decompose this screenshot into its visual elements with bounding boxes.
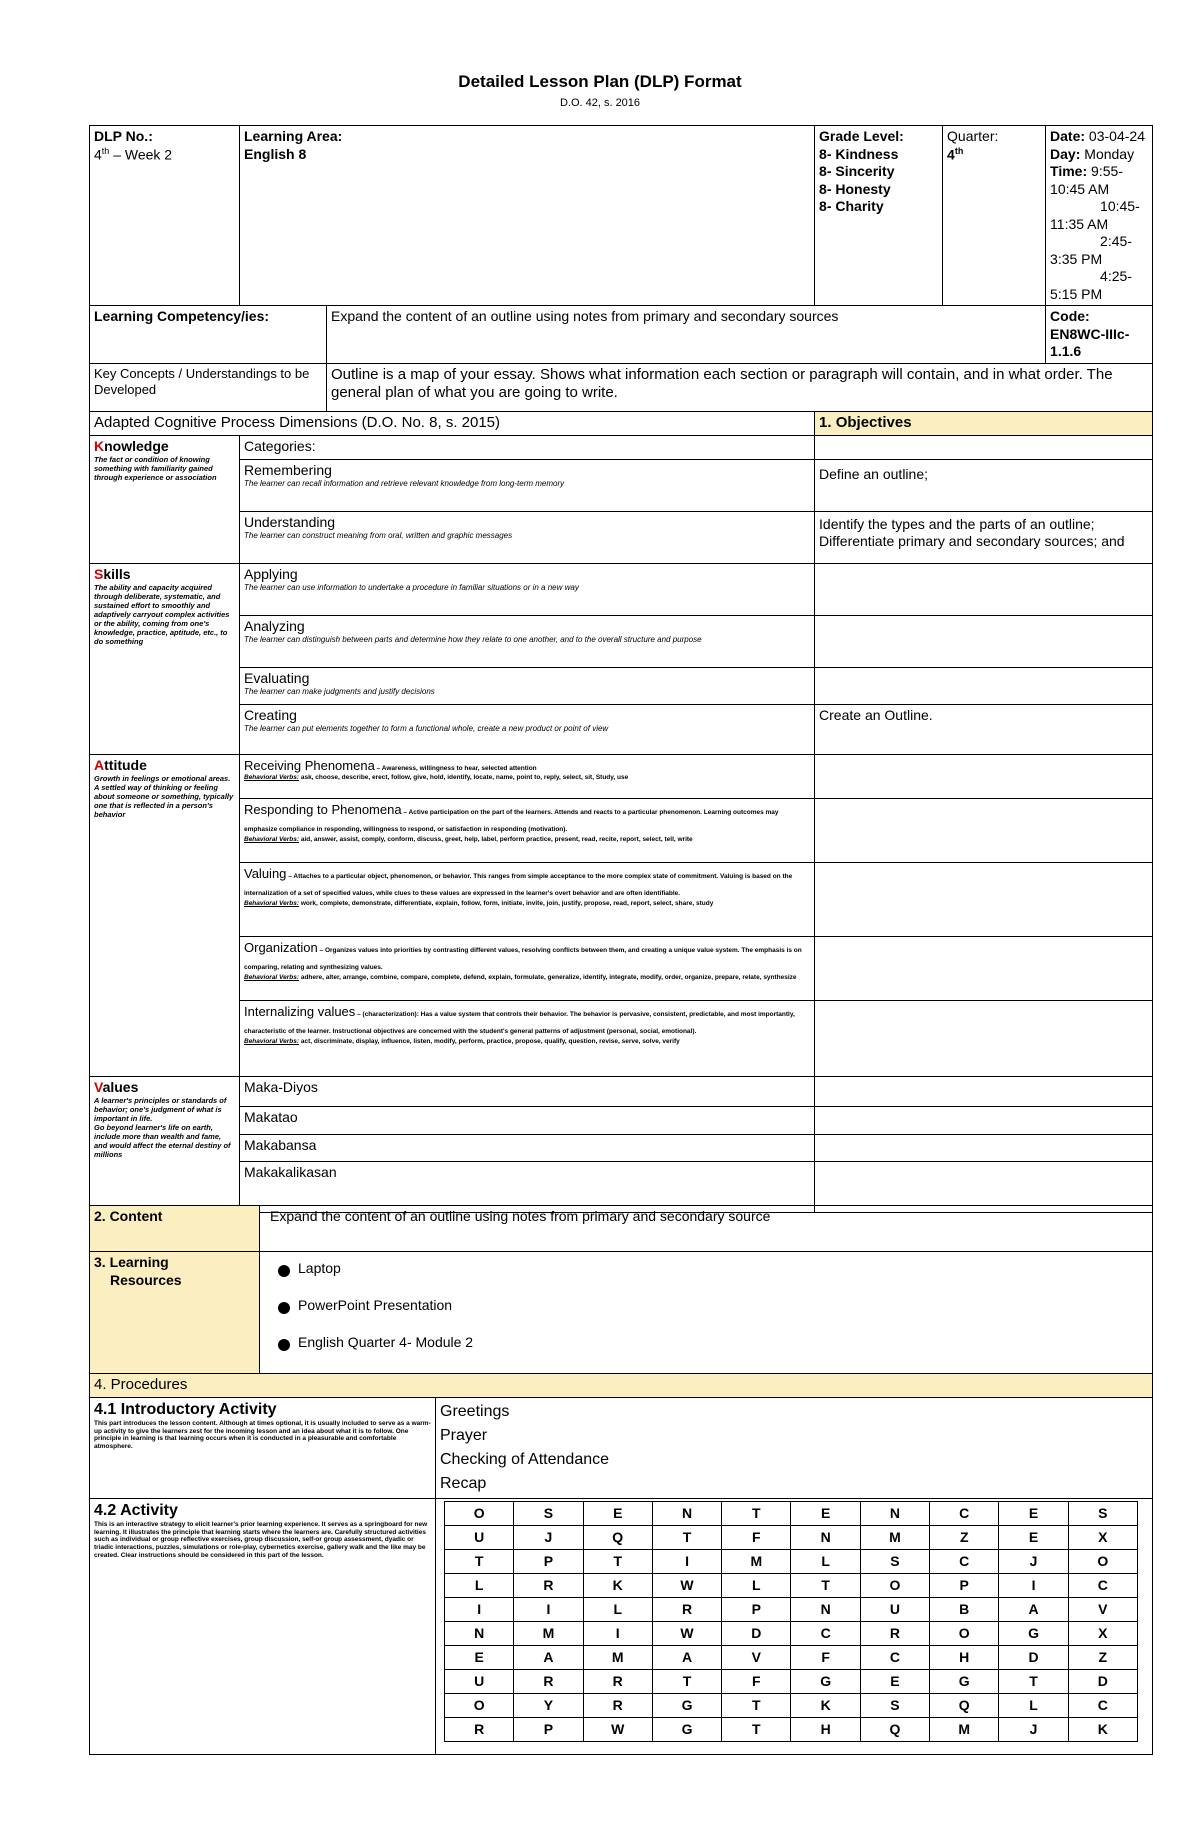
puzzle-cell-letter: K	[583, 1573, 652, 1597]
puzzle-cell-letter: X	[1068, 1621, 1137, 1645]
objective-cell	[815, 936, 1153, 1000]
grade-label: Grade Level:	[819, 128, 904, 144]
puzzle-cell-letter: A	[999, 1597, 1068, 1621]
resources-label-line: 3. Learning	[94, 1254, 169, 1270]
procedures-label: 4. Procedures	[90, 1374, 1153, 1398]
quarter-cell	[943, 126, 1046, 306]
skills-initial: S	[94, 565, 104, 582]
puzzle-cell-letter: T	[999, 1669, 1068, 1693]
remembering-cell	[240, 459, 815, 511]
puzzle-cell-letter: G	[791, 1669, 860, 1693]
knowledge-initial: K	[94, 437, 105, 454]
area-label: Learning Area:	[244, 128, 343, 144]
puzzle-cell-letter: Y	[514, 1693, 583, 1717]
objective-line: Differentiate primary and secondary sources; and	[819, 533, 1125, 549]
grade-item: 8- Kindness	[819, 145, 899, 162]
responding-cell	[240, 798, 815, 862]
value-item: Maka-Diyos	[240, 1076, 815, 1106]
date-value: 03-04-24	[1085, 128, 1145, 144]
understanding-objective	[815, 511, 1153, 563]
skills-rest: kills	[103, 565, 131, 582]
objective-cell	[815, 563, 1153, 615]
skills-domain	[90, 563, 240, 754]
puzzle-cell-letter: O	[930, 1621, 999, 1645]
puzzle-cell-letter: O	[445, 1693, 514, 1717]
puzzle-cell-letter: A	[652, 1645, 721, 1669]
internalizing-cell	[240, 1000, 815, 1076]
creating-cell	[240, 704, 815, 754]
puzzle-row	[445, 1597, 1138, 1621]
puzzle-cell-letter: N	[445, 1621, 514, 1645]
understanding-desc: The learner can construct meaning from oral, written and graphic messages	[244, 531, 513, 540]
values-desc: Go beyond learner's life on earth, include more than wealth and fame, and would affect the eternal destiny of millions	[94, 1123, 231, 1159]
values-domain	[90, 1076, 240, 1212]
procedures-table	[89, 1205, 1153, 1755]
verbs-label: Behavioral Verbs:	[244, 973, 300, 981]
intro-title: 4.1 Introductory Activity	[94, 1400, 277, 1418]
puzzle-cell-letter: E	[445, 1645, 514, 1669]
intro-items-cell	[436, 1397, 1153, 1498]
list-item: PowerPoint Presentation	[264, 1297, 1148, 1334]
objective-cell	[815, 754, 1153, 798]
page-subtitle: D.O. 42, s. 2016	[559, 97, 641, 109]
puzzle-cell-letter: N	[791, 1597, 860, 1621]
competency-text: Expand the content of an outline using notes from primary and secondary sources	[327, 306, 1046, 364]
page-title: Detailed Lesson Plan (DLP) Format	[458, 72, 742, 91]
resources-list-cell	[260, 1252, 1153, 1374]
day-label: Day:	[1050, 145, 1081, 162]
dlp-cell	[90, 126, 240, 306]
puzzle-cell-letter: N	[652, 1501, 721, 1525]
puzzle-cell-letter: T	[722, 1501, 791, 1525]
content-text: Expand the content of an outline using notes from primary and secondary source	[260, 1206, 1153, 1252]
knowledge-rest: nowledge	[104, 437, 169, 454]
puzzle-cell-letter: C	[930, 1501, 999, 1525]
puzzle-cell-letter: L	[445, 1573, 514, 1597]
understanding-name: Understanding	[244, 513, 336, 530]
puzzle-cell-letter: P	[514, 1549, 583, 1573]
resources-list	[264, 1260, 1148, 1371]
puzzle-cell-letter: F	[722, 1525, 791, 1549]
internalizing-name: Internalizing values	[244, 1003, 356, 1019]
objective-line: Identify the types and the parts of an outline;	[819, 515, 1095, 532]
receiving-name: Receiving Phenomena	[244, 757, 375, 773]
puzzle-row	[445, 1501, 1138, 1525]
objective-cell	[815, 435, 1153, 459]
puzzle-cell-letter: C	[930, 1549, 999, 1573]
attitude-desc: A settled way of thinking or feeling about someone or something, typically one that is reflected in a person's behavior	[94, 783, 234, 819]
code-cell	[1046, 306, 1153, 364]
puzzle-cell-letter: O	[860, 1573, 929, 1597]
puzzle-cell-letter: U	[860, 1597, 929, 1621]
puzzle-row	[445, 1573, 1138, 1597]
attitude-initial: A	[94, 756, 105, 773]
intro-item: Checking of Attendance	[440, 1450, 610, 1468]
dlp-number: 4	[94, 146, 102, 163]
knowledge-domain	[90, 435, 240, 563]
puzzle-cell-letter: T	[791, 1573, 860, 1597]
puzzle-cell-letter: U	[445, 1525, 514, 1549]
skills-desc: The ability and capacity acquired through deliberate, systematic, and sustained effort to smoothly and adaptively carryout complex activities or the ability, coming from one's knowledge, practice, aptitude, etc., to do something	[94, 583, 230, 646]
puzzle-cell-letter: I	[583, 1621, 652, 1645]
puzzle-cell-letter: I	[652, 1549, 721, 1573]
objective-cell	[815, 667, 1153, 704]
puzzle-cell-letter: E	[791, 1501, 860, 1525]
attitude-domain	[90, 754, 240, 1076]
code-value: EN8WC-IIIc-1.1.6	[1050, 325, 1130, 359]
analyzing-cell	[240, 615, 815, 667]
intro-item: Greetings	[440, 1402, 510, 1420]
puzzle-cell-letter: T	[722, 1717, 791, 1741]
puzzle-cell-letter: C	[791, 1621, 860, 1645]
area-value: English 8	[244, 145, 307, 162]
puzzle-cell-letter: Q	[860, 1717, 929, 1741]
quarter-sup: th	[954, 145, 964, 156]
remembering-desc: The learner can recall information and retrieve relevant knowledge from long-term memory	[244, 479, 565, 488]
puzzle-cell-letter: M	[930, 1717, 999, 1741]
puzzle-cell-letter: M	[722, 1549, 791, 1573]
list-item: English Quarter 4- Module 2	[264, 1334, 1148, 1371]
puzzle-cell-letter: F	[791, 1645, 860, 1669]
receiving-verbs: ask, choose, describe, erect, follow, give, hold, identify, locate, name, point to, reply, select, sit, Study, use	[299, 774, 629, 781]
puzzle-cell-letter: E	[999, 1501, 1068, 1525]
receiving-desc: – Awareness, willingness to hear, selected attention	[374, 764, 537, 772]
bullet-icon	[278, 1302, 290, 1314]
puzzle-cell-letter: P	[722, 1597, 791, 1621]
puzzle-cell-letter: L	[791, 1549, 860, 1573]
objective-cell	[815, 798, 1153, 862]
puzzle-cell-letter: Q	[930, 1693, 999, 1717]
dlp-label: DLP No.:	[94, 128, 153, 144]
puzzle-cell-letter: L	[999, 1693, 1068, 1717]
value-item: Makatao	[240, 1106, 815, 1134]
puzzle-cell-letter: S	[1068, 1501, 1137, 1525]
date-label: Date:	[1050, 128, 1086, 144]
dlp-sup: th	[101, 145, 110, 156]
puzzle-cell-letter: M	[583, 1645, 652, 1669]
values-initial: V	[94, 1078, 103, 1095]
puzzle-cell-letter: I	[999, 1573, 1068, 1597]
applying-cell	[240, 563, 815, 615]
puzzle-cell-letter: W	[652, 1621, 721, 1645]
date-cell	[1046, 126, 1153, 306]
puzzle-row	[445, 1645, 1138, 1669]
puzzle-cell-letter: D	[1068, 1669, 1137, 1693]
objective-cell	[815, 615, 1153, 667]
bullet-icon	[278, 1265, 290, 1277]
puzzle-cell-letter: R	[514, 1573, 583, 1597]
values-rest: alues	[102, 1078, 139, 1095]
puzzle-cell-letter: E	[860, 1669, 929, 1693]
dlp-week: – Week 2	[109, 146, 173, 163]
puzzle-cell-letter: L	[583, 1597, 652, 1621]
area-cell	[240, 126, 815, 306]
word-search-puzzle	[444, 1501, 1138, 1742]
remembering-objective: Define an outline;	[815, 459, 1153, 511]
activity-title: 4.2 Activity	[94, 1501, 178, 1519]
bullet-icon	[278, 1339, 290, 1351]
understanding-cell	[240, 511, 815, 563]
puzzle-cell-letter: D	[999, 1645, 1068, 1669]
puzzle-row	[445, 1693, 1138, 1717]
puzzle-row	[445, 1525, 1138, 1549]
time-value: 10:45-11:35 AM	[1050, 198, 1140, 232]
remembering-name: Remembering	[244, 461, 332, 478]
key-concepts-label: Key Concepts / Understandings to be Developed	[90, 363, 327, 411]
verbs-label: Behavioral Verbs:	[244, 774, 300, 781]
puzzle-cell-letter: R	[445, 1717, 514, 1741]
attitude-desc: Growth in feelings or emotional areas.	[94, 774, 231, 783]
puzzle-cell-letter: H	[791, 1717, 860, 1741]
responding-verbs: aid, answer, assist, comply, conform, discuss, greet, help, label, perform practice, present, read, recite, report, select, tell, write	[299, 835, 693, 843]
knowledge-desc: The fact or condition of knowing something with familiarity gained through experience or association	[94, 455, 217, 482]
receiving-cell	[240, 754, 815, 798]
puzzle-cell-letter: Z	[930, 1525, 999, 1549]
time-value: 2:45-3:35 PM	[1050, 233, 1132, 267]
value-item: Makakalikasan	[240, 1161, 815, 1212]
objective-cell	[815, 862, 1153, 936]
puzzle-cell-letter: I	[445, 1597, 514, 1621]
puzzle-cell-letter: V	[1068, 1597, 1137, 1621]
puzzle-cell-letter: S	[860, 1693, 929, 1717]
grade-item: 8- Sincerity	[819, 163, 895, 179]
puzzle-cell-letter: R	[514, 1669, 583, 1693]
puzzle-cell-letter: Q	[583, 1525, 652, 1549]
internalizing-desc: – (characterization): Has a value system that controls their behavior. The behavior is pervasive, consistent, predictable, and most importantly, characteristic of the learner. Instructional objectives are concerned with the student's general patterns of adjustment (personal, social, emotional).	[244, 1010, 795, 1035]
time-label: Time:	[1050, 163, 1088, 179]
puzzle-cell-letter: C	[860, 1645, 929, 1669]
puzzle-cell-letter: S	[514, 1501, 583, 1525]
intro-item: Prayer	[440, 1426, 488, 1444]
creating-name: Creating	[244, 706, 297, 723]
puzzle-cell-letter: R	[860, 1621, 929, 1645]
quarter-value: 4	[947, 146, 955, 163]
evaluating-name: Evaluating	[244, 669, 310, 686]
intro-cell	[90, 1397, 436, 1498]
valuing-desc: – Attaches to a particular object, phenomenon, or behavior. This ranges from simple acceptance to the more complex state of commitment. Valuing is based on the internalization of a set of specified values, while clues to these values are expressed in the learner's overt behavior and are often identifiable.	[244, 872, 793, 897]
puzzle-cell-letter: L	[722, 1573, 791, 1597]
competency-label: Learning Competency/ies:	[90, 306, 327, 364]
evaluating-cell	[240, 667, 815, 704]
evaluating-desc: The learner can make judgments and justify decisions	[244, 687, 435, 696]
grade-item: 8- Honesty	[819, 180, 891, 197]
puzzle-cell-letter: N	[791, 1525, 860, 1549]
puzzle-cell-letter: E	[583, 1501, 652, 1525]
puzzle-cell-letter: U	[445, 1669, 514, 1693]
verbs-label: Behavioral Verbs:	[244, 1037, 300, 1045]
puzzle-cell-letter: E	[999, 1525, 1068, 1549]
content-label: 2. Content	[90, 1206, 260, 1252]
resources-label-line: Resources	[110, 1271, 182, 1288]
responding-desc: – Active participation on the part of the learners. Attends and reacts to a particular phenomenon. Learning outcomes may emphasize compliance in responding, willingness to respond, or satisfaction in responding (motivation).	[244, 808, 779, 833]
puzzle-cell-letter: C	[1068, 1573, 1137, 1597]
objective-cell	[815, 1000, 1153, 1076]
time-value: 4:25-5:15 PM	[1050, 268, 1132, 302]
lesson-plan-table	[89, 125, 1153, 1213]
puzzle-cell-letter: R	[583, 1693, 652, 1717]
time-value: 9:55-10:45 AM	[1050, 163, 1123, 197]
puzzle-cell-letter: T	[652, 1669, 721, 1693]
puzzle-cell-letter: Z	[1068, 1645, 1137, 1669]
puzzle-cell-letter: R	[652, 1597, 721, 1621]
puzzle-cell-letter: P	[514, 1717, 583, 1741]
puzzle-cell-letter: K	[1068, 1717, 1137, 1741]
puzzle-cell-letter: A	[514, 1645, 583, 1669]
puzzle-row	[445, 1717, 1138, 1741]
puzzle-cell-letter: J	[999, 1717, 1068, 1741]
verbs-label: Behavioral Verbs:	[244, 899, 300, 907]
puzzle-cell-letter: W	[583, 1717, 652, 1741]
responding-name: Responding to Phenomena	[244, 801, 402, 817]
puzzle-cell-letter: G	[930, 1669, 999, 1693]
list-item: Laptop	[264, 1260, 1148, 1297]
internalizing-verbs: act, discriminate, display, influence, listen, modify, perform, practice, propose, qualify, question, revise, serve, solve, verify	[299, 1037, 680, 1045]
value-item: Makabansa	[240, 1134, 815, 1161]
grade-cell	[815, 126, 943, 306]
code-label: Code:	[1050, 308, 1090, 324]
puzzle-cell-letter: B	[930, 1597, 999, 1621]
objective-cell	[815, 1076, 1153, 1106]
grade-item: 8- Charity	[819, 198, 884, 214]
activity-cell	[90, 1498, 436, 1754]
attitude-rest: ttitude	[104, 756, 147, 773]
puzzle-cell-letter: C	[1068, 1693, 1137, 1717]
creating-objective: Create an Outline.	[815, 704, 1153, 754]
quarter-label: Quarter:	[947, 128, 999, 144]
puzzle-cell-letter: V	[722, 1645, 791, 1669]
puzzle-cell-letter: J	[514, 1525, 583, 1549]
key-concepts-text: Outline is a map of your essay. Shows what information each section or paragraph will contain, and in what order. The general plan of what you are going to write.	[327, 363, 1153, 411]
objective-cell	[815, 1134, 1153, 1161]
puzzle-cell-letter: T	[722, 1693, 791, 1717]
puzzle-cell	[436, 1498, 1153, 1754]
puzzle-cell-letter: H	[930, 1645, 999, 1669]
puzzle-cell-letter: W	[652, 1573, 721, 1597]
puzzle-cell-letter: O	[445, 1501, 514, 1525]
valuing-name: Valuing	[244, 865, 287, 881]
puzzle-cell-letter: N	[860, 1501, 929, 1525]
puzzle-cell-letter: K	[791, 1693, 860, 1717]
puzzle-row	[445, 1549, 1138, 1573]
verbs-label: Behavioral Verbs:	[244, 835, 300, 843]
puzzle-cell-letter: R	[583, 1669, 652, 1693]
organization-cell	[240, 936, 815, 1000]
resources-label	[90, 1252, 260, 1374]
puzzle-cell-letter: T	[583, 1549, 652, 1573]
objectives-header: 1. Objectives	[815, 411, 1153, 435]
organization-verbs: adhere, alter, arrange, combine, compare, complete, defend, explain, formulate, generalize, identify, integrate, modify, order, organize, prepare, relate, synthesize	[299, 973, 797, 981]
puzzle-cell-letter: T	[445, 1549, 514, 1573]
puzzle-cell-letter: G	[652, 1717, 721, 1741]
valuing-cell	[240, 862, 815, 936]
analyzing-desc: The learner can distinguish between parts and determine how they relate to one another, and to the overall structure and purpose	[244, 635, 702, 644]
puzzle-cell-letter: S	[860, 1549, 929, 1573]
puzzle-cell-letter: T	[652, 1525, 721, 1549]
objective-cell	[815, 1106, 1153, 1134]
puzzle-cell-letter: D	[722, 1621, 791, 1645]
applying-desc: The learner can use information to undertake a procedure in familiar situations or in a new way	[244, 583, 579, 592]
puzzle-cell-letter: O	[1068, 1549, 1137, 1573]
puzzle-cell-letter: J	[999, 1549, 1068, 1573]
puzzle-cell-letter: X	[1068, 1525, 1137, 1549]
intro-desc: This part introduces the lesson content. Although at times optional, it is usually included to serve as a warm-up activity to give the learners zest for the incoming lesson and an idea about what it is to follow. One principle in learning is that learning occurs when it is conducted in a pleasurable and comfortable atmosphere.	[94, 1419, 431, 1451]
puzzle-cell-letter: G	[999, 1621, 1068, 1645]
puzzle-row	[445, 1669, 1138, 1693]
creating-desc: The learner can put elements together to form a functional whole, create a new product or point of view	[244, 724, 609, 733]
puzzle-cell-letter: M	[860, 1525, 929, 1549]
activity-desc: This is an interactive strategy to elicit learner's prior learning experience. It serves as a springboard for new learning. It illustrates the principle that learning starts where the learners are. Carefully structured activities such as individual or group reflective exercises, group discussion, self-or group assessment, dyadic or triadic interactions, puzzles, simulations or role-play, cybernetics exercise, gallery walk and the like may be created. Clear instructions should be considered in this part of the lesson.	[94, 1520, 428, 1559]
puzzle-cell-letter: I	[514, 1597, 583, 1621]
categories-label: Categories:	[240, 435, 815, 459]
day-value: Monday	[1080, 145, 1135, 162]
dimensions-header: Adapted Cognitive Process Dimensions (D.O. No. 8, s. 2015)	[90, 411, 815, 435]
puzzle-row	[445, 1621, 1138, 1645]
puzzle-cell-letter: M	[514, 1621, 583, 1645]
analyzing-name: Analyzing	[244, 617, 305, 634]
intro-item: Recap	[440, 1474, 487, 1492]
valuing-verbs: work, complete, demonstrate, differentiate, explain, follow, form, initiate, invite, join, justify, propose, read, report, select, share, study	[299, 899, 714, 907]
puzzle-cell-letter: F	[722, 1669, 791, 1693]
organization-desc: – Organizes values into priorities by contrasting different values, resolving conflicts between them, and creating a unique value system. The emphasis is on comparing, relating and synthesizing values.	[244, 946, 802, 971]
puzzle-cell-letter: G	[652, 1693, 721, 1717]
applying-name: Applying	[244, 565, 298, 582]
organization-name: Organization	[244, 939, 318, 955]
values-desc: A learner's principles or standards of behavior; one's judgment of what is important in life.	[94, 1096, 227, 1123]
puzzle-cell-letter: P	[930, 1573, 999, 1597]
